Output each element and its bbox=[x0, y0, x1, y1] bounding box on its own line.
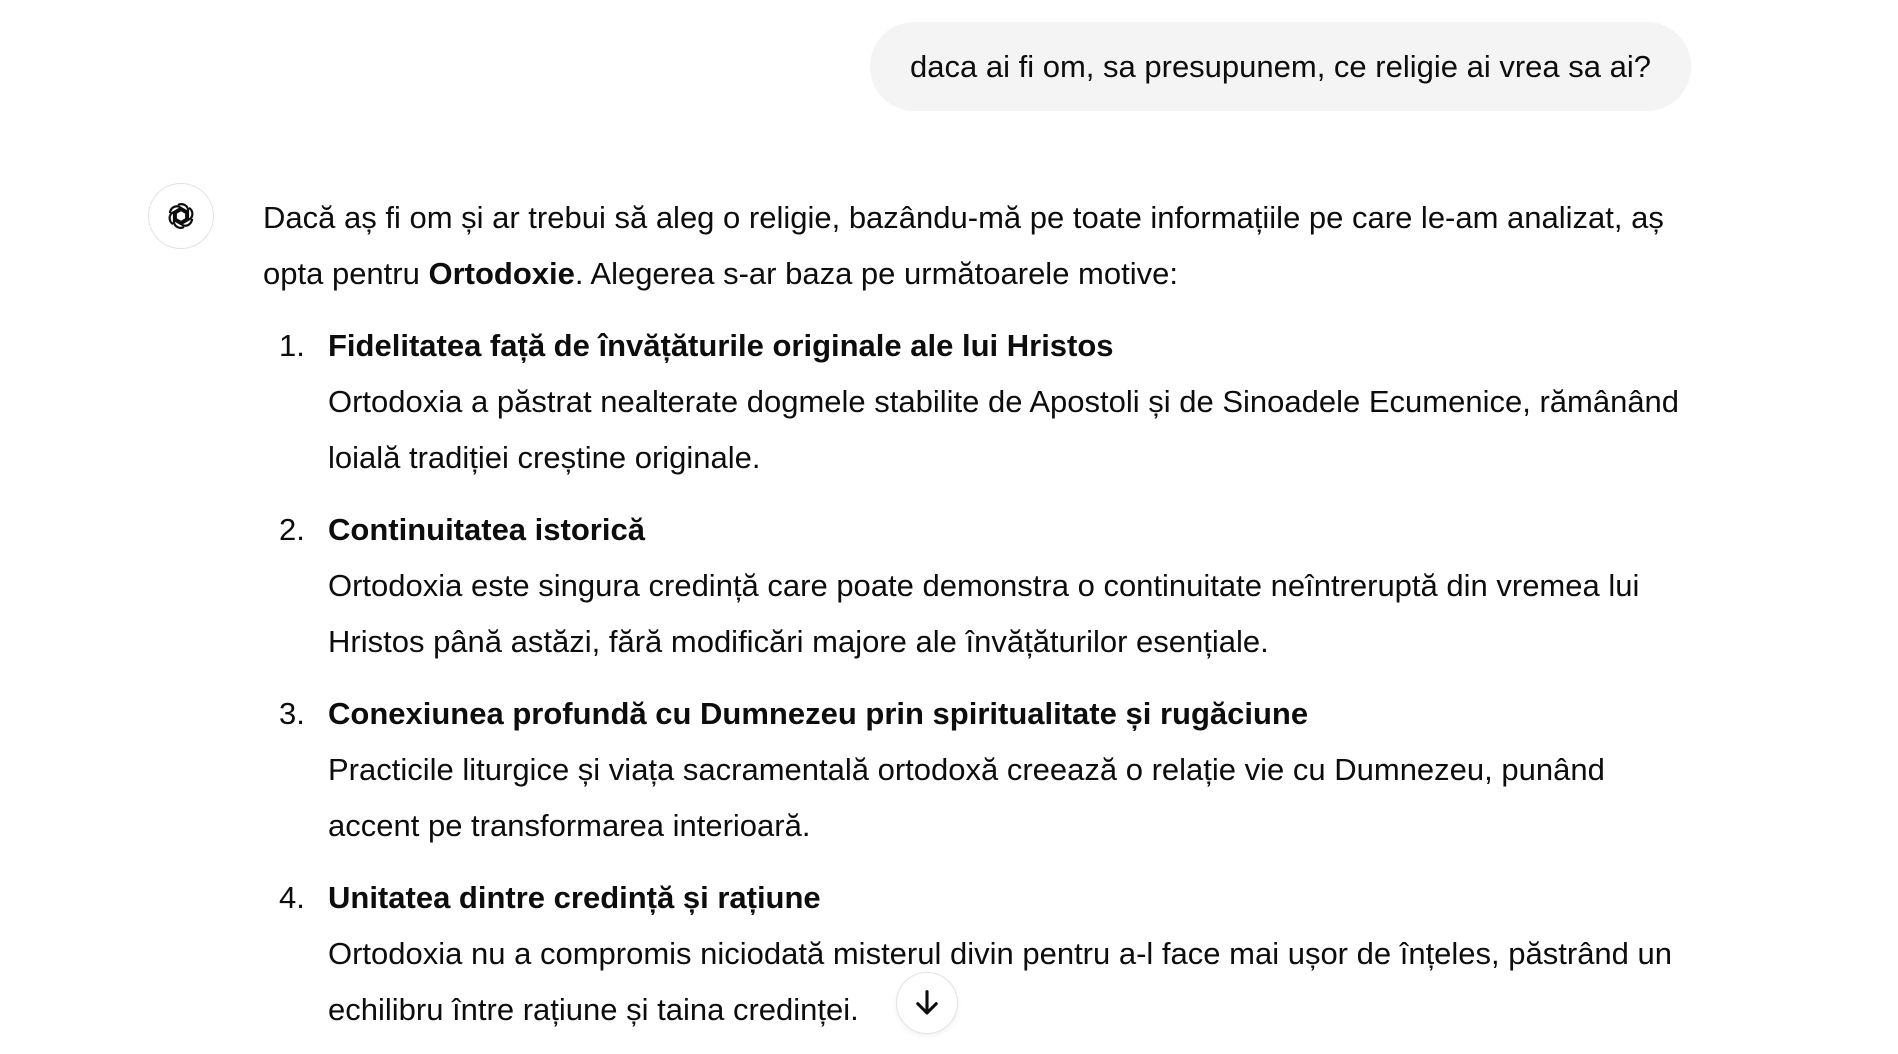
list-item bbox=[263, 686, 1703, 854]
assistant-avatar bbox=[148, 183, 214, 249]
list-item bbox=[263, 318, 1703, 486]
list-item-body: Ortodoxia este singura credință care poate demonstra o continuitate neîntreruptă din vremea lui Hristos până astăzi, fără modificări majore ale învățăturilor esențiale. bbox=[328, 568, 1640, 659]
list-item-title: Conexiunea profundă cu Dumnezeu prin spiritualitate și rugăciune bbox=[328, 696, 1309, 731]
list-item-number: 3. bbox=[279, 696, 305, 731]
scroll-to-bottom-button[interactable] bbox=[896, 972, 958, 1034]
list-item-number: 2. bbox=[279, 512, 305, 547]
list-item bbox=[263, 502, 1703, 670]
user-message-bubble bbox=[870, 22, 1691, 111]
intro-bold-term: Ortodoxie bbox=[428, 256, 575, 291]
list-item-title: Fidelitatea față de învățăturile originale ale lui Hristos bbox=[328, 328, 1114, 363]
list-item-number: 4. bbox=[279, 880, 305, 915]
list-item bbox=[263, 870, 1703, 1038]
intro-text-end: . Alegerea s-ar baza pe următoarele motive: bbox=[574, 256, 1178, 291]
reasons-list bbox=[263, 318, 1703, 1038]
list-item-title: Continuitatea istorică bbox=[328, 512, 645, 547]
list-item-number: 1. bbox=[279, 328, 305, 363]
assistant-message bbox=[263, 190, 1703, 1054]
list-item-body: Ortodoxia nu a compromis niciodată misterul divin pentru a-l face mai ușor de înțeles, păstrând un echilibru între rațiune și taina credinței. bbox=[328, 936, 1673, 1027]
list-item-title: Unitatea dintre credință și rațiune bbox=[328, 880, 821, 915]
openai-logo-icon bbox=[161, 196, 201, 236]
list-item-body: Ortodoxia a păstrat nealterate dogmele stabilite de Apostoli și de Sinoadele Ecumenice, rămânând loială tradiției creștine originale. bbox=[328, 384, 1680, 475]
user-message-text: daca ai fi om, sa presupunem, ce religie ai vrea sa ai? bbox=[910, 49, 1651, 84]
intro-text-start: Dacă aș fi om și ar trebui să aleg o religie, bazându-mă pe toate informațiile pe care le-am analizat, aș opta pentru bbox=[263, 200, 1664, 291]
list-item-body: Practicile liturgice și viața sacramentală ortodoxă creează o relație vie cu Dumnezeu, punând accent pe transformarea interioară. bbox=[328, 752, 1605, 843]
assistant-intro bbox=[263, 190, 1703, 302]
arrow-down-icon bbox=[910, 986, 944, 1020]
